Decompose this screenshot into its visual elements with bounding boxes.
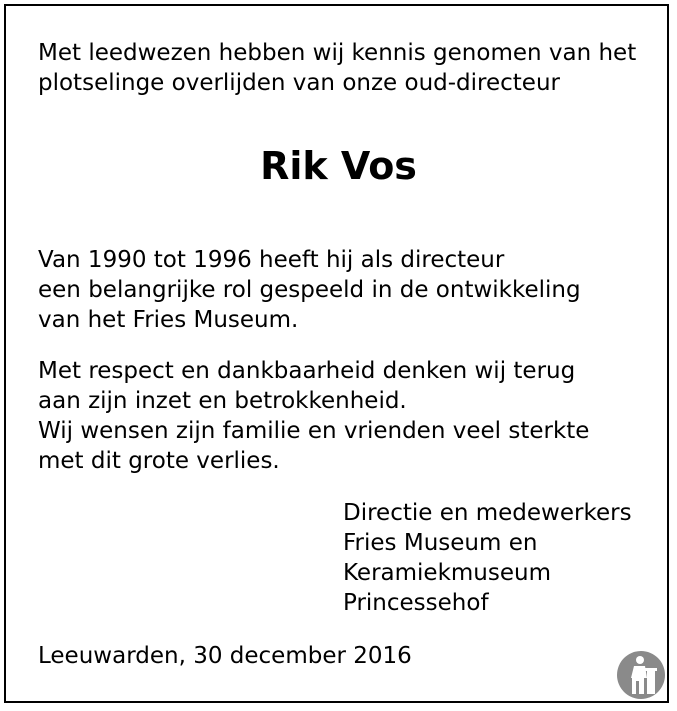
signature-line-2: Fries Museum en [343, 530, 538, 556]
career-line-3: van het Fries Museum. [38, 307, 299, 333]
signature-line-3: Keramiekmuseum [343, 560, 551, 586]
signature-line-4: Princessehof [343, 590, 489, 616]
condolence-line-3: Wij wensen zijn familie en vrienden veel sterkte [38, 418, 590, 444]
career-paragraph [38, 245, 581, 335]
career-line-2: een belangrijke rol gespeeld in de ontwikkeling [38, 277, 581, 303]
condolence-line-4: met dit grote verlies. [38, 448, 280, 474]
intro-line-2: plotselinge overlijden van onze oud-directeur [38, 70, 560, 96]
signature-block [343, 498, 632, 618]
signature-line-1: Directie en medewerkers [343, 500, 632, 526]
intro-line-1: Met leedwezen hebben wij kennis genomen van het [38, 40, 637, 66]
condolence-line-1: Met respect en dankbaarheid denken wij terug [38, 358, 576, 384]
place-date: Leeuwarden, 30 december 2016 [38, 643, 412, 669]
career-line-1: Van 1990 tot 1996 heeft hij als directeur [38, 247, 505, 273]
deceased-name: Rik Vos [260, 144, 417, 188]
condolence-line-2: aan zijn inzet en betrokkenheid. [38, 388, 407, 414]
intro-text [38, 38, 636, 98]
condolence-paragraph [38, 356, 589, 476]
memorial-figure-icon [616, 650, 666, 700]
